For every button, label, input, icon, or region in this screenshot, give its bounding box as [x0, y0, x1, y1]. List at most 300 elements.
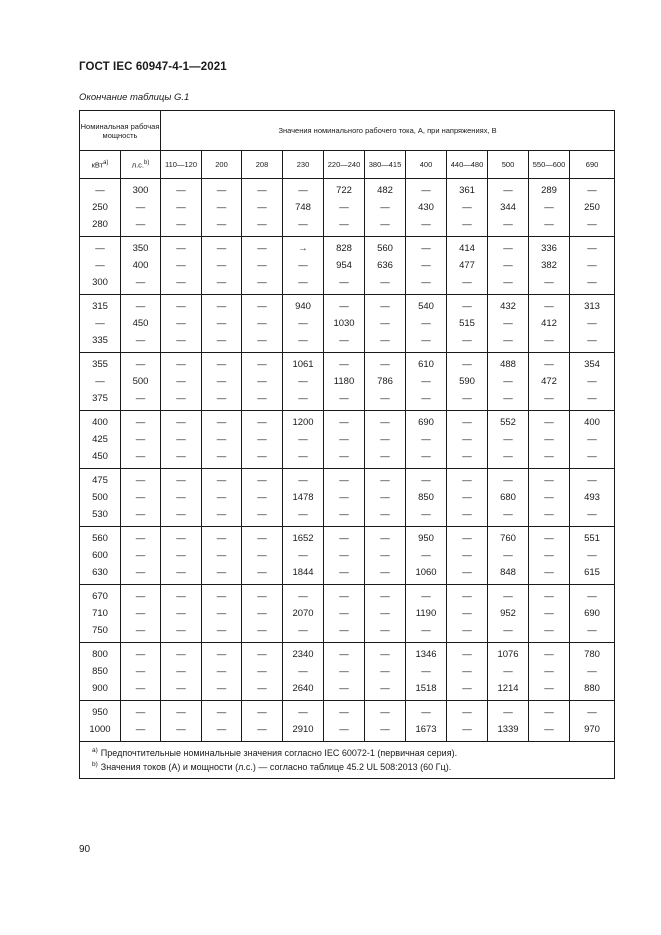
- table-cell: —: [488, 448, 529, 469]
- table-cell: —: [202, 431, 242, 448]
- table-cell: —: [202, 680, 242, 701]
- table-cell: —: [242, 448, 283, 469]
- table-cell: —: [161, 257, 202, 274]
- table-cell: —: [570, 547, 615, 564]
- table-cell: —: [161, 585, 202, 606]
- table-cell: —: [570, 274, 615, 295]
- table-cell: —: [283, 547, 324, 564]
- table-cell: —: [406, 448, 447, 469]
- table-cell: —: [121, 295, 161, 316]
- table-row: [80, 489, 615, 506]
- table-cell: —: [121, 680, 161, 701]
- table-cell: 450: [121, 315, 161, 332]
- table-cell: 630: [80, 564, 121, 585]
- table-cell: 722: [324, 179, 365, 200]
- table-cell: 315: [80, 295, 121, 316]
- table-cell: —: [529, 680, 570, 701]
- table-cell: 280: [80, 216, 121, 237]
- table-cell: —: [406, 179, 447, 200]
- table-cell: —: [324, 721, 365, 742]
- table-cell: —: [406, 257, 447, 274]
- table-cell: —: [202, 527, 242, 548]
- table-cell: —: [447, 295, 488, 316]
- table-cell: —: [406, 431, 447, 448]
- table-cell: —: [242, 506, 283, 527]
- table-cell: —: [161, 216, 202, 237]
- table-cell: —: [406, 237, 447, 258]
- table-cell: —: [529, 390, 570, 411]
- table-cell: —: [161, 315, 202, 332]
- table-cell: 551: [570, 527, 615, 548]
- table-cell: —: [488, 663, 529, 680]
- table-cell: 530: [80, 506, 121, 527]
- table-cell: 300: [80, 274, 121, 295]
- table-cell: —: [80, 315, 121, 332]
- table-cell: —: [529, 564, 570, 585]
- voltage-column-header: 550—600: [529, 151, 570, 179]
- table-cell: 250: [80, 199, 121, 216]
- table-cell: —: [161, 564, 202, 585]
- table-cell: —: [242, 390, 283, 411]
- footnotes: [80, 742, 615, 779]
- table-cell: 355: [80, 353, 121, 374]
- table-cell: —: [121, 332, 161, 353]
- table-cell: —: [365, 469, 406, 490]
- table-cell: —: [529, 721, 570, 742]
- table-cell: —: [529, 411, 570, 432]
- table-cell: —: [242, 315, 283, 332]
- table-cell: —: [365, 216, 406, 237]
- table-cell: —: [121, 605, 161, 622]
- table-cell: —: [488, 274, 529, 295]
- table-cell: —: [365, 701, 406, 722]
- table-cell: —: [406, 469, 447, 490]
- table-cell: —: [161, 373, 202, 390]
- table-cell: —: [447, 390, 488, 411]
- table-cell: —: [447, 585, 488, 606]
- table-cell: —: [242, 237, 283, 258]
- table-cell: 336: [529, 237, 570, 258]
- table-cell: —: [283, 585, 324, 606]
- table-cell: 540: [406, 295, 447, 316]
- power-group-header: Номинальная рабочая мощность: [80, 111, 161, 151]
- table-cell: —: [283, 622, 324, 643]
- table-cell: →: [283, 237, 324, 258]
- voltage-column-header: 200: [202, 151, 242, 179]
- table-cell: —: [202, 332, 242, 353]
- table-cell: —: [242, 411, 283, 432]
- table-cell: 952: [488, 605, 529, 622]
- table-cell: —: [324, 663, 365, 680]
- table-cell: —: [406, 274, 447, 295]
- table-cell: —: [488, 216, 529, 237]
- table-cell: —: [365, 390, 406, 411]
- table-cell: —: [202, 547, 242, 564]
- table-cell: 850: [80, 663, 121, 680]
- table-row: [80, 448, 615, 469]
- table-cell: —: [529, 547, 570, 564]
- table-cell: 1030: [324, 315, 365, 332]
- table-cell: 450: [80, 448, 121, 469]
- table-cell: —: [570, 585, 615, 606]
- table-cell: —: [324, 216, 365, 237]
- table-cell: —: [447, 332, 488, 353]
- table-cell: —: [488, 237, 529, 258]
- table-cell: 954: [324, 257, 365, 274]
- table-cell: —: [324, 643, 365, 664]
- table-cell: —: [447, 701, 488, 722]
- table-cell: 1060: [406, 564, 447, 585]
- table-cell: —: [488, 390, 529, 411]
- table-cell: —: [202, 643, 242, 664]
- table-cell: —: [121, 199, 161, 216]
- table-cell: —: [365, 605, 406, 622]
- table-cell: —: [283, 431, 324, 448]
- table-cell: 425: [80, 431, 121, 448]
- table-cell: 1190: [406, 605, 447, 622]
- table-cell: 680: [488, 489, 529, 506]
- table-cell: 1200: [283, 411, 324, 432]
- table-cell: —: [242, 564, 283, 585]
- table-cell: —: [161, 431, 202, 448]
- footnote: [92, 759, 608, 773]
- table-cell: 950: [406, 527, 447, 548]
- table-cell: —: [161, 527, 202, 548]
- table-cell: —: [283, 390, 324, 411]
- page-number: 90: [79, 844, 91, 855]
- table-cell: —: [488, 585, 529, 606]
- table-cell: —: [121, 353, 161, 374]
- table-cell: —: [161, 663, 202, 680]
- table-cell: —: [202, 237, 242, 258]
- voltage-column-header: 400: [406, 151, 447, 179]
- table-cell: 515: [447, 315, 488, 332]
- table-cell: —: [365, 274, 406, 295]
- table-row: [80, 547, 615, 564]
- table-cell: 400: [80, 411, 121, 432]
- table-cell: —: [365, 547, 406, 564]
- footnote-mark: a): [92, 747, 98, 754]
- table-cell: —: [365, 585, 406, 606]
- table-cell: —: [529, 643, 570, 664]
- table-cell: 2070: [283, 605, 324, 622]
- table-row: [80, 353, 615, 374]
- table-row: [80, 643, 615, 664]
- table-cell: —: [447, 605, 488, 622]
- table-row: [80, 315, 615, 332]
- hp-label: л.с.: [131, 160, 144, 170]
- table-cell: 414: [447, 237, 488, 258]
- table-cell: —: [283, 332, 324, 353]
- table-cell: 313: [570, 295, 615, 316]
- table-cell: —: [324, 199, 365, 216]
- table-cell: —: [202, 353, 242, 374]
- table-cell: —: [529, 622, 570, 643]
- table-cell: —: [202, 564, 242, 585]
- table-cell: —: [365, 564, 406, 585]
- table-row: [80, 274, 615, 295]
- table-cell: —: [242, 179, 283, 200]
- table-cell: 1346: [406, 643, 447, 664]
- table-cell: —: [80, 257, 121, 274]
- table-cell: —: [202, 605, 242, 622]
- table-cell: —: [324, 585, 365, 606]
- table-cell: 970: [570, 721, 615, 742]
- table-cell: —: [365, 663, 406, 680]
- table-cell: —: [283, 373, 324, 390]
- table-row: [80, 721, 615, 742]
- table-cell: —: [242, 274, 283, 295]
- table-cell: —: [365, 199, 406, 216]
- table-cell: 800: [80, 643, 121, 664]
- table-cell: 1844: [283, 564, 324, 585]
- voltage-column-header: 230: [283, 151, 324, 179]
- table-cell: —: [365, 489, 406, 506]
- table-cell: —: [529, 527, 570, 548]
- voltage-column-header: 440—480: [447, 151, 488, 179]
- table-cell: —: [406, 701, 447, 722]
- table-row: [80, 199, 615, 216]
- table-cell: —: [365, 353, 406, 374]
- table-cell: 493: [570, 489, 615, 506]
- table-cell: —: [488, 315, 529, 332]
- table-cell: 828: [324, 237, 365, 258]
- table-cell: 1000: [80, 721, 121, 742]
- table-cell: —: [121, 643, 161, 664]
- table-cell: —: [529, 332, 570, 353]
- table-cell: —: [242, 643, 283, 664]
- table-cell: —: [324, 547, 365, 564]
- table-cell: 560: [365, 237, 406, 258]
- table-cell: —: [161, 643, 202, 664]
- table-cell: —: [283, 257, 324, 274]
- kw-column-header: [80, 151, 121, 179]
- table-cell: 615: [570, 564, 615, 585]
- table-row: [80, 622, 615, 643]
- table-cell: —: [324, 295, 365, 316]
- table-cell: —: [324, 353, 365, 374]
- table-cell: 940: [283, 295, 324, 316]
- table-cell: —: [161, 295, 202, 316]
- table-cell: —: [283, 469, 324, 490]
- table-cell: —: [121, 721, 161, 742]
- table-cell: —: [161, 332, 202, 353]
- table-cell: —: [161, 701, 202, 722]
- table-cell: —: [202, 216, 242, 237]
- table-cell: —: [242, 216, 283, 237]
- table-cell: 600: [80, 547, 121, 564]
- table-cell: —: [570, 431, 615, 448]
- table-cell: 610: [406, 353, 447, 374]
- table-cell: 1652: [283, 527, 324, 548]
- table-cell: —: [406, 585, 447, 606]
- table-cell: —: [529, 605, 570, 622]
- table-cell: —: [529, 431, 570, 448]
- table-cell: —: [121, 216, 161, 237]
- table-cell: —: [161, 353, 202, 374]
- table-cell: —: [365, 622, 406, 643]
- table-cell: —: [447, 469, 488, 490]
- table-cell: —: [283, 216, 324, 237]
- table-cell: —: [161, 179, 202, 200]
- table-cell: —: [529, 199, 570, 216]
- table-caption: Окончание таблицы G.1: [79, 92, 190, 103]
- table-cell: 636: [365, 257, 406, 274]
- table-cell: —: [529, 353, 570, 374]
- table-cell: —: [570, 506, 615, 527]
- table-cell: 1180: [324, 373, 365, 390]
- table-cell: —: [242, 663, 283, 680]
- current-group-header: Значения номинального рабочего тока, А, при напряжениях, В: [161, 111, 615, 151]
- table-cell: —: [488, 701, 529, 722]
- table-cell: —: [161, 605, 202, 622]
- table-cell: —: [283, 701, 324, 722]
- table-cell: 670: [80, 585, 121, 606]
- table-cell: —: [365, 431, 406, 448]
- table-cell: —: [121, 585, 161, 606]
- table-cell: —: [202, 390, 242, 411]
- table-row: [80, 431, 615, 448]
- table-cell: —: [242, 257, 283, 274]
- table-row: [80, 564, 615, 585]
- table-cell: 1478: [283, 489, 324, 506]
- table-cell: —: [202, 411, 242, 432]
- table-cell: —: [242, 721, 283, 742]
- table-cell: 2910: [283, 721, 324, 742]
- table-cell: 690: [406, 411, 447, 432]
- table-cell: —: [529, 448, 570, 469]
- table-cell: —: [570, 469, 615, 490]
- table-cell: —: [488, 469, 529, 490]
- table-cell: 432: [488, 295, 529, 316]
- table-cell: —: [324, 332, 365, 353]
- table-cell: —: [161, 199, 202, 216]
- table-cell: —: [406, 390, 447, 411]
- table-row: [80, 605, 615, 622]
- table-cell: 1518: [406, 680, 447, 701]
- table-cell: —: [161, 274, 202, 295]
- table-cell: —: [365, 411, 406, 432]
- table-row: [80, 680, 615, 701]
- table-cell: —: [488, 622, 529, 643]
- table-cell: —: [488, 179, 529, 200]
- table-cell: —: [161, 448, 202, 469]
- table-cell: —: [570, 701, 615, 722]
- table-cell: —: [570, 390, 615, 411]
- table-cell: —: [570, 216, 615, 237]
- table-cell: —: [406, 216, 447, 237]
- table-cell: 880: [570, 680, 615, 701]
- table-cell: —: [324, 605, 365, 622]
- table-cell: 1214: [488, 680, 529, 701]
- table-cell: —: [80, 179, 121, 200]
- table-row: [80, 390, 615, 411]
- table-cell: —: [121, 527, 161, 548]
- table-cell: —: [406, 332, 447, 353]
- table-cell: 477: [447, 257, 488, 274]
- table-cell: 690: [570, 605, 615, 622]
- table-cell: 412: [529, 315, 570, 332]
- table-row: [80, 411, 615, 432]
- table-cell: —: [365, 721, 406, 742]
- table-cell: —: [447, 506, 488, 527]
- table-cell: —: [80, 237, 121, 258]
- table-cell: —: [570, 622, 615, 643]
- table-cell: —: [121, 431, 161, 448]
- table-row: [80, 237, 615, 258]
- table-cell: —: [570, 315, 615, 332]
- table-cell: —: [447, 216, 488, 237]
- table-cell: —: [121, 411, 161, 432]
- table-cell: —: [161, 680, 202, 701]
- table-cell: —: [570, 332, 615, 353]
- table-cell: —: [242, 469, 283, 490]
- table-cell: 500: [80, 489, 121, 506]
- table-cell: —: [488, 506, 529, 527]
- table-cell: —: [447, 663, 488, 680]
- table-cell: —: [283, 315, 324, 332]
- kw-footnote-mark: a): [103, 160, 109, 167]
- table-cell: 1076: [488, 643, 529, 664]
- table-cell: —: [570, 373, 615, 390]
- table-cell: 848: [488, 564, 529, 585]
- table-cell: —: [242, 353, 283, 374]
- table-cell: —: [202, 506, 242, 527]
- voltage-column-header: 220—240: [324, 151, 365, 179]
- table-cell: —: [324, 701, 365, 722]
- table-row: [80, 332, 615, 353]
- table-cell: 850: [406, 489, 447, 506]
- table-cell: —: [529, 489, 570, 506]
- table-cell: —: [365, 680, 406, 701]
- table-cell: —: [324, 680, 365, 701]
- table-cell: —: [121, 274, 161, 295]
- table-cell: 590: [447, 373, 488, 390]
- hp-footnote-mark: b): [143, 160, 150, 167]
- table-cell: —: [324, 431, 365, 448]
- table-cell: 760: [488, 527, 529, 548]
- table-cell: 750: [80, 622, 121, 643]
- table-cell: —: [447, 564, 488, 585]
- table-cell: —: [283, 506, 324, 527]
- table-cell: —: [529, 663, 570, 680]
- table-row: [80, 469, 615, 490]
- table-cell: —: [447, 622, 488, 643]
- table-cell: —: [324, 448, 365, 469]
- table-cell: —: [447, 353, 488, 374]
- table-cell: —: [161, 390, 202, 411]
- table-cell: —: [121, 469, 161, 490]
- footnote-text: Значения токов (А) и мощности (л.с.) — согласно таблице 45.2 UL 508:2013 (60 Гц).: [100, 762, 452, 772]
- table-cell: 748: [283, 199, 324, 216]
- table-cell: —: [202, 179, 242, 200]
- table-cell: —: [324, 489, 365, 506]
- table-cell: —: [406, 315, 447, 332]
- table-cell: —: [283, 179, 324, 200]
- table-cell: —: [242, 680, 283, 701]
- table-cell: —: [324, 564, 365, 585]
- table-cell: —: [121, 663, 161, 680]
- table-cell: —: [570, 448, 615, 469]
- table-cell: —: [447, 489, 488, 506]
- table-cell: —: [365, 643, 406, 664]
- table-cell: —: [447, 274, 488, 295]
- kw-label: кВт: [91, 160, 104, 170]
- table-cell: 1061: [283, 353, 324, 374]
- table-cell: 350: [121, 237, 161, 258]
- table-cell: —: [161, 411, 202, 432]
- table-cell: —: [365, 332, 406, 353]
